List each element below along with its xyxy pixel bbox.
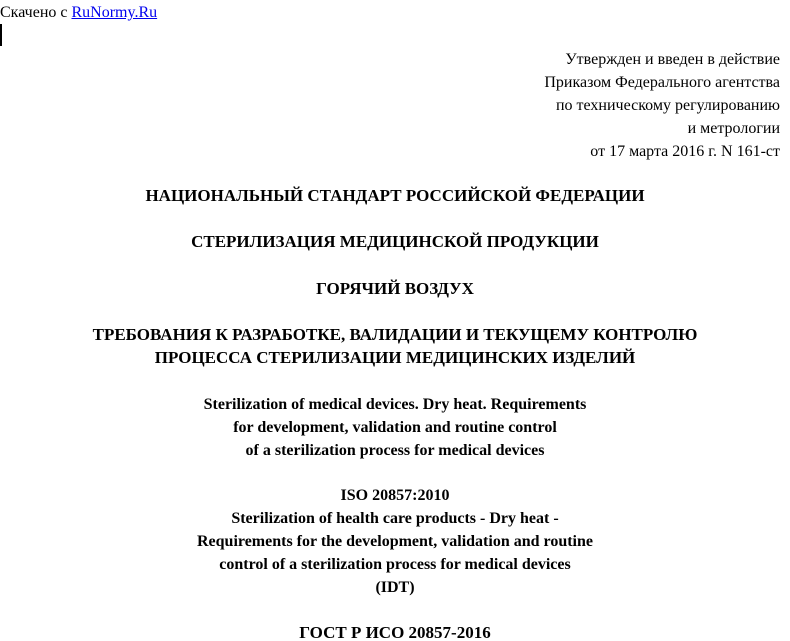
iso-identity-marker: (IDT) (375, 579, 415, 596)
iso-title-line: control of a sterilization process for medical devices (219, 556, 571, 573)
english-title-line: for development, validation and routine control (233, 419, 557, 436)
requirements-title-line: ПРОЦЕССА СТЕРИЛИЗАЦИИ МЕДИЦИНСКИХ ИЗДЕЛИЙ (154, 348, 636, 367)
requirements-title-line: ТРЕБОВАНИЯ К РАЗРАБОТКЕ, ВАЛИДАЦИИ И ТЕКУЩЕМУ КОНТРОЛЮ (92, 325, 698, 344)
source-prefix: Скачено с (0, 4, 72, 21)
gost-code-heading (0, 622, 790, 641)
main-title-text: СТЕРИЛИЗАЦИЯ МЕДИЦИНСКОЙ ПРОДУКЦИИ (191, 232, 599, 251)
source-line (0, 3, 157, 23)
text-cursor (0, 24, 2, 46)
iso-title-line: Requirements for the development, validation and routine (196, 533, 593, 550)
sub-title-heading (0, 278, 790, 300)
approval-line: по техническому регулированию (555, 97, 780, 114)
main-title-heading (0, 231, 790, 253)
iso-title-line: Sterilization of health care products - Dry heat - (231, 510, 559, 527)
approval-line: и метрологии (687, 120, 780, 137)
standard-type-text: НАЦИОНАЛЬНЫЙ СТАНДАРТ РОССИЙСКОЙ ФЕДЕРАЦИИ (145, 186, 645, 205)
iso-code: ISO 20857:2010 (340, 487, 450, 504)
sub-title-text: ГОРЯЧИЙ ВОЗДУХ (316, 279, 474, 298)
approval-line: Утвержден и введен в действие (565, 51, 780, 68)
gost-code-text: ГОСТ Р ИСО 20857-2016 (299, 623, 491, 641)
approval-line: от 17 марта 2016 г. N 161-ст (590, 143, 780, 160)
runormy-link[interactable]: RuNormy.Ru (71, 4, 158, 21)
english-title-line: of a sterilization process for medical devices (245, 442, 545, 459)
iso-reference-block (0, 484, 790, 599)
requirements-title-heading (0, 323, 790, 369)
english-title-block (0, 393, 790, 462)
standard-type-heading (0, 185, 790, 207)
approval-line: Приказом Федерального агентства (544, 74, 780, 91)
approval-block (380, 48, 780, 163)
english-title-line: Sterilization of medical devices. Dry heat. Requirements (203, 396, 587, 413)
